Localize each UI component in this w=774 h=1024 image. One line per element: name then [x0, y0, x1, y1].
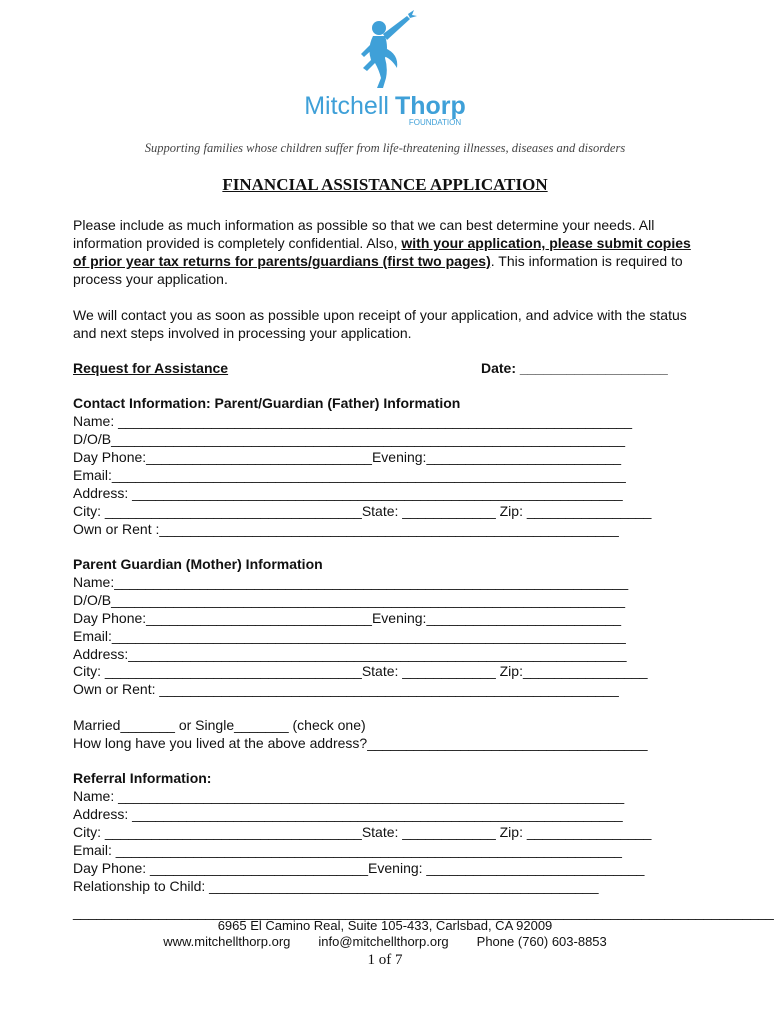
mother-city-field[interactable]: City: _________________________________State: ____________ Zip:________________ [73, 663, 648, 679]
referral-phone-field[interactable]: Day Phone: ____________________________Evening: ____________________________ [73, 860, 645, 876]
page-title: FINANCIAL ASSISTANCE APPLICATION [222, 175, 548, 194]
footer-divider: __________________________________________________________________________________________ [73, 904, 774, 920]
intro-text: Please include as much information as possible so that we can best determine your needs. All information provided is completely confidential. Also, [73, 217, 655, 251]
logo-name-bold: Thorp [394, 92, 466, 120]
residence-duration-field[interactable]: How long have you lived at the above address?____________________________________ [73, 735, 648, 751]
footer-contact [0, 934, 770, 949]
request-label: Request for Assistance [73, 360, 229, 376]
referral-city-field[interactable]: City: _________________________________State: ____________ Zip: ________________ [73, 824, 652, 840]
father-heading: Contact Information: Parent/Guardian (Father) Information [73, 395, 461, 411]
mother-name-field[interactable]: Name:__________________________________________________________________ [73, 574, 629, 590]
referral-name-field[interactable]: Name: _________________________________________________________________ [73, 788, 625, 804]
mother-own-rent-field[interactable]: Own or Rent: ___________________________________________________________ [73, 681, 619, 697]
intro-paragraph-2: We will contact you as soon as possible upon receipt of your application, and advice with the status and next steps involved in processing your application. [73, 307, 687, 341]
mother-address-field[interactable]: Address:________________________________________________________________ [73, 646, 627, 662]
referral-heading: Referral Information: [73, 770, 212, 786]
intro-text-end: . This information is required to process your application. [73, 253, 683, 287]
page-number: 1 of 7 [367, 952, 403, 968]
father-city-field[interactable]: City: _________________________________State: ____________ Zip: ________________ [73, 503, 652, 519]
intro-emphasis: with your application, please submit copies of prior year tax returns for parents/guardians (first two pages) [73, 235, 691, 269]
date-field[interactable]: Date: ___________________ [481, 360, 668, 376]
referral-email-field[interactable]: Email: _________________________________________________________________ [73, 842, 622, 858]
footer-address: 6965 El Camino Real, Suite 105-433, Carlsbad, CA 92009 [217, 918, 553, 933]
svg-text:MitchellThorp [304, 92, 466, 120]
logo-name-light: Mitchell [304, 92, 389, 120]
father-email-field[interactable]: Email:__________________________________________________________________ [73, 467, 626, 483]
mother-heading: Parent Guardian (Mother) Information [73, 556, 323, 572]
father-phone-field[interactable]: Day Phone:_____________________________Evening:_________________________ [73, 449, 622, 465]
father-name-field[interactable]: Name: __________________________________________________________________ [73, 413, 633, 429]
foundation-logo [0, 8, 770, 128]
referral-address-field[interactable]: Address: _______________________________________________________________ [73, 806, 623, 822]
mother-dob-field[interactable]: D/O/B__________________________________________________________________ [73, 592, 626, 608]
request-row [73, 359, 698, 377]
footer-phone: Phone (760) 603-8853 [476, 934, 607, 949]
tagline: Supporting families whose children suffer from life-threatening illnesses, diseases and disorders [144, 141, 626, 155]
child-figure-logo-icon [275, 8, 495, 128]
footer-website-link[interactable]: www.mitchellthorp.org [163, 934, 291, 949]
father-own-rent-field[interactable]: Own or Rent :___________________________________________________________ [73, 521, 619, 537]
referral-relationship-field[interactable]: Relationship to Child: __________________________________________________ [73, 878, 599, 894]
father-address-field[interactable]: Address: _______________________________________________________________ [73, 485, 623, 501]
logo-subtitle: FOUNDATION [408, 118, 462, 127]
marital-status-field[interactable]: Married_______ or Single_______ (check one) [73, 717, 366, 733]
intro-paragraph-1 [73, 216, 698, 288]
mother-phone-field[interactable]: Day Phone:_____________________________Evening:_________________________ [73, 610, 622, 626]
mother-email-field[interactable]: Email:__________________________________________________________________ [73, 628, 626, 644]
father-dob-field[interactable]: D/O/B__________________________________________________________________ [73, 431, 626, 447]
footer-email-link[interactable]: info@mitchellthorp.org [318, 934, 449, 949]
